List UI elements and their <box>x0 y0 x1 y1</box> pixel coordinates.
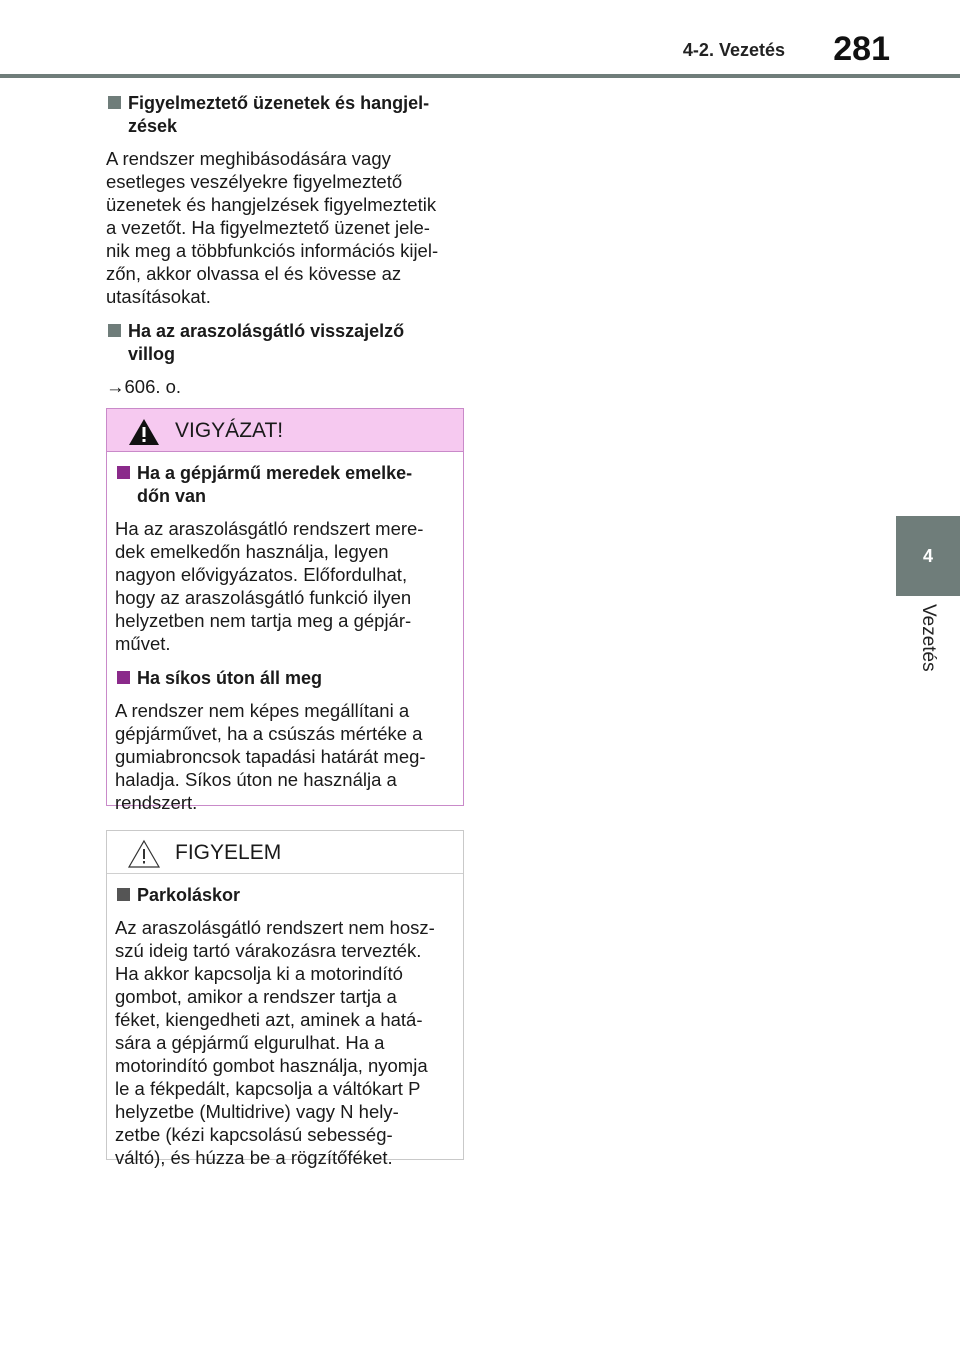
heading-text: Ha a gépjármű meredek emelke- dőn van <box>137 463 413 506</box>
section-title: 4-2. Vezetés <box>682 40 785 60</box>
caution-triangle-icon <box>127 839 161 869</box>
warning-box <box>106 408 464 813</box>
chapter-label-container <box>896 604 960 694</box>
caution-box-body <box>107 874 463 1169</box>
bullet-square-icon <box>108 324 121 337</box>
warning-item-text: A rendszer nem képes megállítani a gépjárművet, ha a csúszás mértéke a gumiabroncsok tapadási határát meg- haladja. Síkos úton ne használja a rendszert. <box>115 700 426 813</box>
page-number: 281 <box>833 30 890 68</box>
bullet-square-icon <box>117 466 130 479</box>
warning-box-header <box>107 409 463 452</box>
body-paragraph: A rendszer meghibásodására vagy esetleges veszélyekre figyelmeztető üzenetek és hangjelzések figyelmeztetik a vezetőt. Ha figyelmeztető üzenet jele- nik meg a többfunkciós információs kijel- zőn, akkor olvassa el és kövesse az utasításokat. <box>106 148 439 307</box>
warning-item-heading <box>115 667 455 690</box>
page-reference-link[interactable]: →606. o. <box>106 376 182 397</box>
caution-box-header <box>107 831 463 874</box>
heading-text: Ha síkos úton áll meg <box>137 668 323 688</box>
heading-text: Figyelmeztető üzenetek és hangjel- zések <box>128 93 430 136</box>
chapter-tab[interactable] <box>896 516 960 596</box>
heading-text: Parkoláskor <box>137 885 241 905</box>
chapter-label: Vezetés <box>918 604 939 672</box>
warning-box-body <box>107 452 463 814</box>
caution-box <box>106 830 464 1168</box>
bullet-square-icon <box>117 671 130 684</box>
bullet-square-icon <box>108 96 121 109</box>
heading-text: Ha az araszolásgátló visszajelző villog <box>128 321 405 364</box>
main-content <box>106 92 466 398</box>
warning-item-text: Ha az araszolásgátló rendszert mere- dek emelkedőn használja, legyen nagyon elővigyázatos. Előfordulhat, hogy az araszolásgátló funkció ilyen helyzetben nem tartja meg a gépjár- művet. <box>115 518 424 654</box>
caution-item-heading <box>115 884 455 907</box>
section-heading <box>106 92 466 138</box>
header-divider <box>0 74 960 78</box>
warning-triangle-icon <box>127 417 161 447</box>
caution-item-text: Az araszolásgátló rendszert nem hosz- szú ideig tartó várakozásra tervezték. Ha akkor kapcsolja ki a motorindító gombot, amikor a rendszer tartja a féket, kiengedheti azt, aminek a hatá- sára a gépjármű elgurulhat. Ha a motorindító gombot használja, nyomja le a fékpedált, kapcsolja a váltókart P helyzetbe (Multidrive) vagy N hely- zetbe (kézi kapcsolású sebesség- váltó), és húzza be a rögzítőféket. <box>115 917 435 1168</box>
warning-item-heading <box>115 462 455 508</box>
bullet-square-icon <box>117 888 130 901</box>
warning-box-title: VIGYÁZAT! <box>175 419 284 442</box>
caution-box-title: FIGYELEM <box>175 841 282 864</box>
chapter-number: 4 <box>922 545 933 566</box>
section-heading <box>106 320 466 366</box>
